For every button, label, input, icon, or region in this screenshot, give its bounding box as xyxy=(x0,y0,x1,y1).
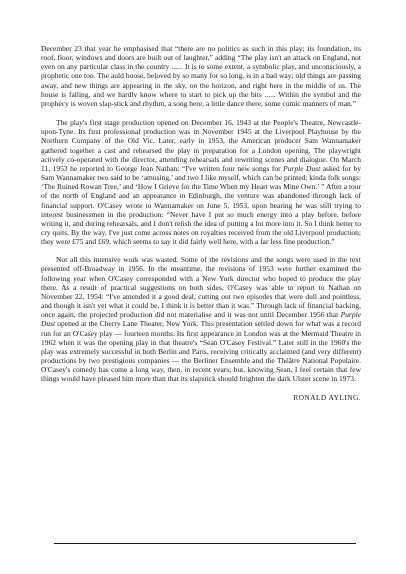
paragraph-2: The play's first stage production opened on December 16, 1943 at the People's Theatre, Newcastle-upon-Tyne. Its first professional production was in November 1945 at the Liverpool Playhouse by the Northern Company of the Old Vic. Later, early in 1953, the American producer Sam Wannamaker gathered together a cast and rehearsed the play in preparation for a London opening. The playwright actively co-operated with the director, attending rehearsals and rewriting scenes and dialogue. On March 11, 1953 he reported to George Jean Nathan: “I've written four new songs for Purple Dust asked for by Sam Wannamaker two said to be ‘amusing,’ and two I like myself, which can be printed; kinda folk songs: ‘The Ruined Rowan Tree,’ and ‘How I Grieve for the Time When my Heart was Mine Own.’ ” After a tour of the north of England and an appearance in Edinburgh, the venture was abandoned through lack of financial support. O'Casey wrote to Wannamaker on June 5, 1953, upon hearing he was still trying to interest businessmen in the production: “Never have I put so much energy into a play before, before writing it, and during rehearsals, and I don't relish the idea of putting a lot more into it. So I think better to cry quits. By the way, I've just come across notes on royalties received from the old Liverpool production; they were £75 and £69, which seems to say it did fairly well here, with a far less fine production.” xyxy=(41,118,361,247)
bottom-divider xyxy=(54,543,356,544)
paragraph-1: December 23 that year he emphasised that “there are no politics as such in this play; its foundation, its roof, floor, windows and doors are built out of laughter,” adding “The play isn't an attack on England, not even on any particular class in the country ...... It is to some extent, a symbolic play, and unconsciously, a prophetic one too. The auld hoose, beloved by so many for so long, is in a bad way; old things are passing away, and new things are appearing in the sky, on the horizon, and right here in the middle of us. The house is falling, and we hardly know where to start to pick up the bits ...... Within the symbol and the prophecy is woven slap-stick and rhythm, a song here, a little dance there, some comic manners of man.” xyxy=(41,44,361,108)
play-title: Purple Dust xyxy=(283,163,321,173)
play-title: Purple Dust xyxy=(41,310,361,329)
paragraph-3: Not all this intensive work was wasted. Some of the revisions and the songs were used in the text presented off-Broadway in 1956. In the meantime, the revisions of 1953 were further examined the following year when O'Casey corresponded with a New York director who hoped to produce the play there. As a result of practical suggestions on both sides, O'Casey was able to report to Nathan on November 22, 1954: “I've amended it a good deal, cutting out two episodes that were dull and pointless, and though it isn't yet what it could be, I think it is better than it was.” Through lack of financial backing, once again, the projected production did not materialise and it was not until December 1956 that Purple Dust opened at the Cherry Lane Theater, New York. This presentation settled down for what was a record run for an O'Casey play — fourteen months. Its first appearance in London was at the Mermaid Theatre in 1962 when it was the opening play in that theatre's “Sean O'Casey Festival.” Later still in the 1960's the play was extremely successful in both Berlin and Paris, receiving critically acclaimed (and very different) productions by two prestigious companies — the Berliner Ensemble and the Théâtre National Populaire. O'Casey's comedy has come a long way, then, in recent years; but, knowing Sean, I feel certain that few things would have pleased him more than that its slapstick should brighten the dark Ulster scene in 1973. xyxy=(41,255,361,384)
author-signature: RONALD AYLING. xyxy=(293,393,361,403)
article-body xyxy=(41,44,361,403)
